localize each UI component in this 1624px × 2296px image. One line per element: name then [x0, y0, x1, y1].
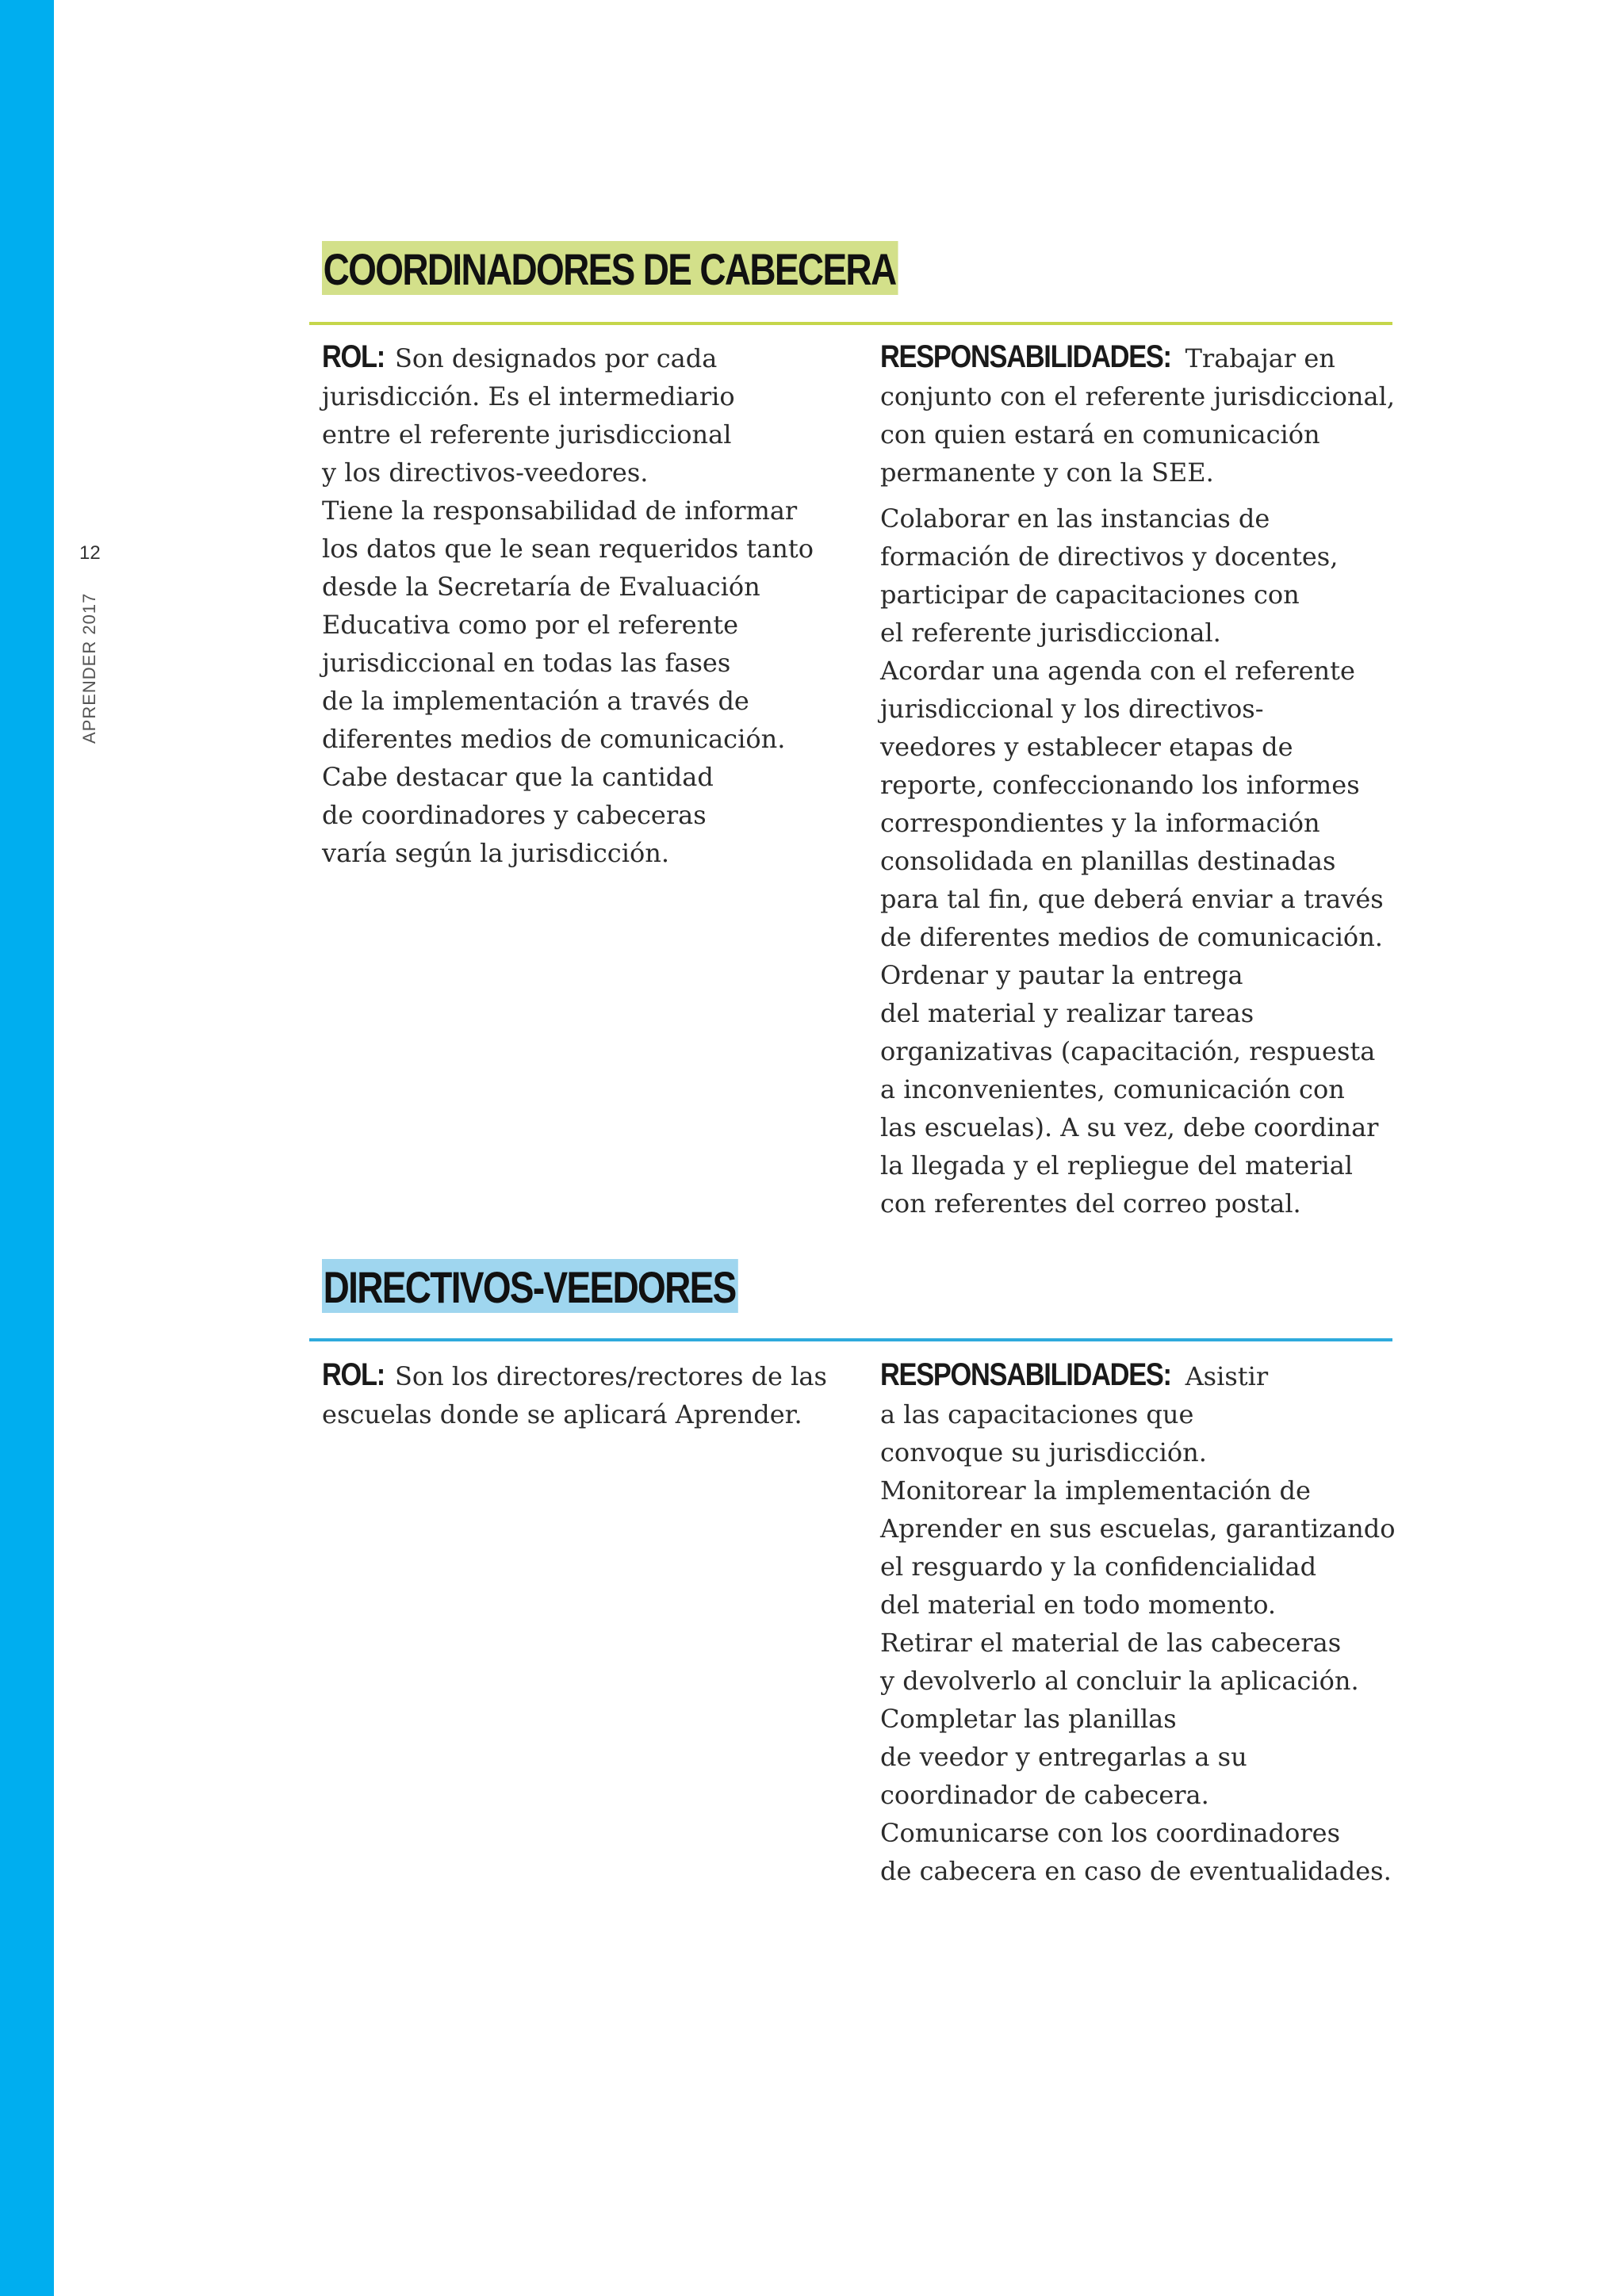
- rol-label: ROL:: [322, 1357, 385, 1392]
- side-color-bar: [0, 0, 54, 2296]
- page-number: 12: [79, 542, 101, 564]
- responsabilidades-first-line: Trabajar en: [1185, 343, 1335, 373]
- responsabilidades-paragraph: [880, 1356, 1404, 1395]
- rol-column-directivos: [322, 1356, 829, 1433]
- responsabilidades-column-directivos: [880, 1356, 1404, 1890]
- rol-paragraph: [322, 338, 829, 377]
- responsabilidades-body: conjunto con el referente jurisdiccional, con quien estará en comunicación permanente y con la SEE.: [880, 381, 1396, 488]
- responsabilidades-body-continued: Colaborar en las instancias de formación de directivos y docentes, participar de capacitaciones con el referente jurisdiccional. Acordar una agenda con el referente jurisdiccional y los directivos- veedores y establecer etapas de reporte, confeccionando los informes correspondientes y la información consolidada en planillas destinadas para tal fin, que deberá enviar a través de diferentes medios de comunicación. Ordenar y pautar la entrega del material y realizar tareas organizativas (capacitación, respuesta a inconvenientes, comunicación con las escuelas). A su vez, debe coordinar la llegada y el repliegue del material con referentes del correo postal.: [880, 503, 1384, 1219]
- rol-paragraph: [322, 1356, 829, 1395]
- section-divider-directivos: [309, 1338, 1392, 1341]
- rol-body: escuelas donde se aplicará Aprender.: [322, 1399, 802, 1429]
- section-divider-coordinadores: [309, 322, 1392, 325]
- rol-column-coordinadores: [322, 338, 829, 872]
- section-title-directivos: DIRECTIVOS-VEEDORES: [322, 1259, 738, 1313]
- responsabilidades-column-coordinadores: [880, 338, 1404, 1223]
- rol-body: jurisdicción. Es el intermediario entre el referente jurisdiccional y los directivos-veedores. Tiene la responsabilidad de informar los datos que le sean requeridos tanto desde la Secretaría de Evaluación Educativa como por el referente jurisdiccional en todas las fases de la implementación a través de diferentes medios de comunicación. Cabe destacar que la cantidad de coordinadores y cabeceras varía según la jurisdicción.: [322, 381, 814, 868]
- rol-label: ROL:: [322, 339, 385, 374]
- responsabilidades-paragraph: [880, 338, 1404, 377]
- section-title-coordinadores: COORDINADORES DE CABECERA: [322, 241, 898, 295]
- running-title: APRENDER 2017: [79, 592, 99, 744]
- responsabilidades-label: RESPONSABILIDADES:: [880, 339, 1171, 374]
- responsabilidades-first-line: Asistir: [1185, 1361, 1269, 1391]
- rol-first-line: Son designados por cada: [394, 343, 718, 373]
- responsabilidades-label: RESPONSABILIDADES:: [880, 1357, 1171, 1392]
- rol-first-line: Son los directores/rectores de las: [394, 1361, 827, 1391]
- responsabilidades-body: a las capacitaciones que convoque su jurisdicción. Monitorear la implementación de Aprender en sus escuelas, garantizando el resguardo y la confidencialidad del material en todo momento. Retirar el material de las cabeceras y devolverlo al concluir la aplicación. Completar las planillas de veedor y entregarlas a su coordinador de cabecera. Comunicarse con los coordinadores de cabecera en caso de eventualidades.: [880, 1399, 1396, 1886]
